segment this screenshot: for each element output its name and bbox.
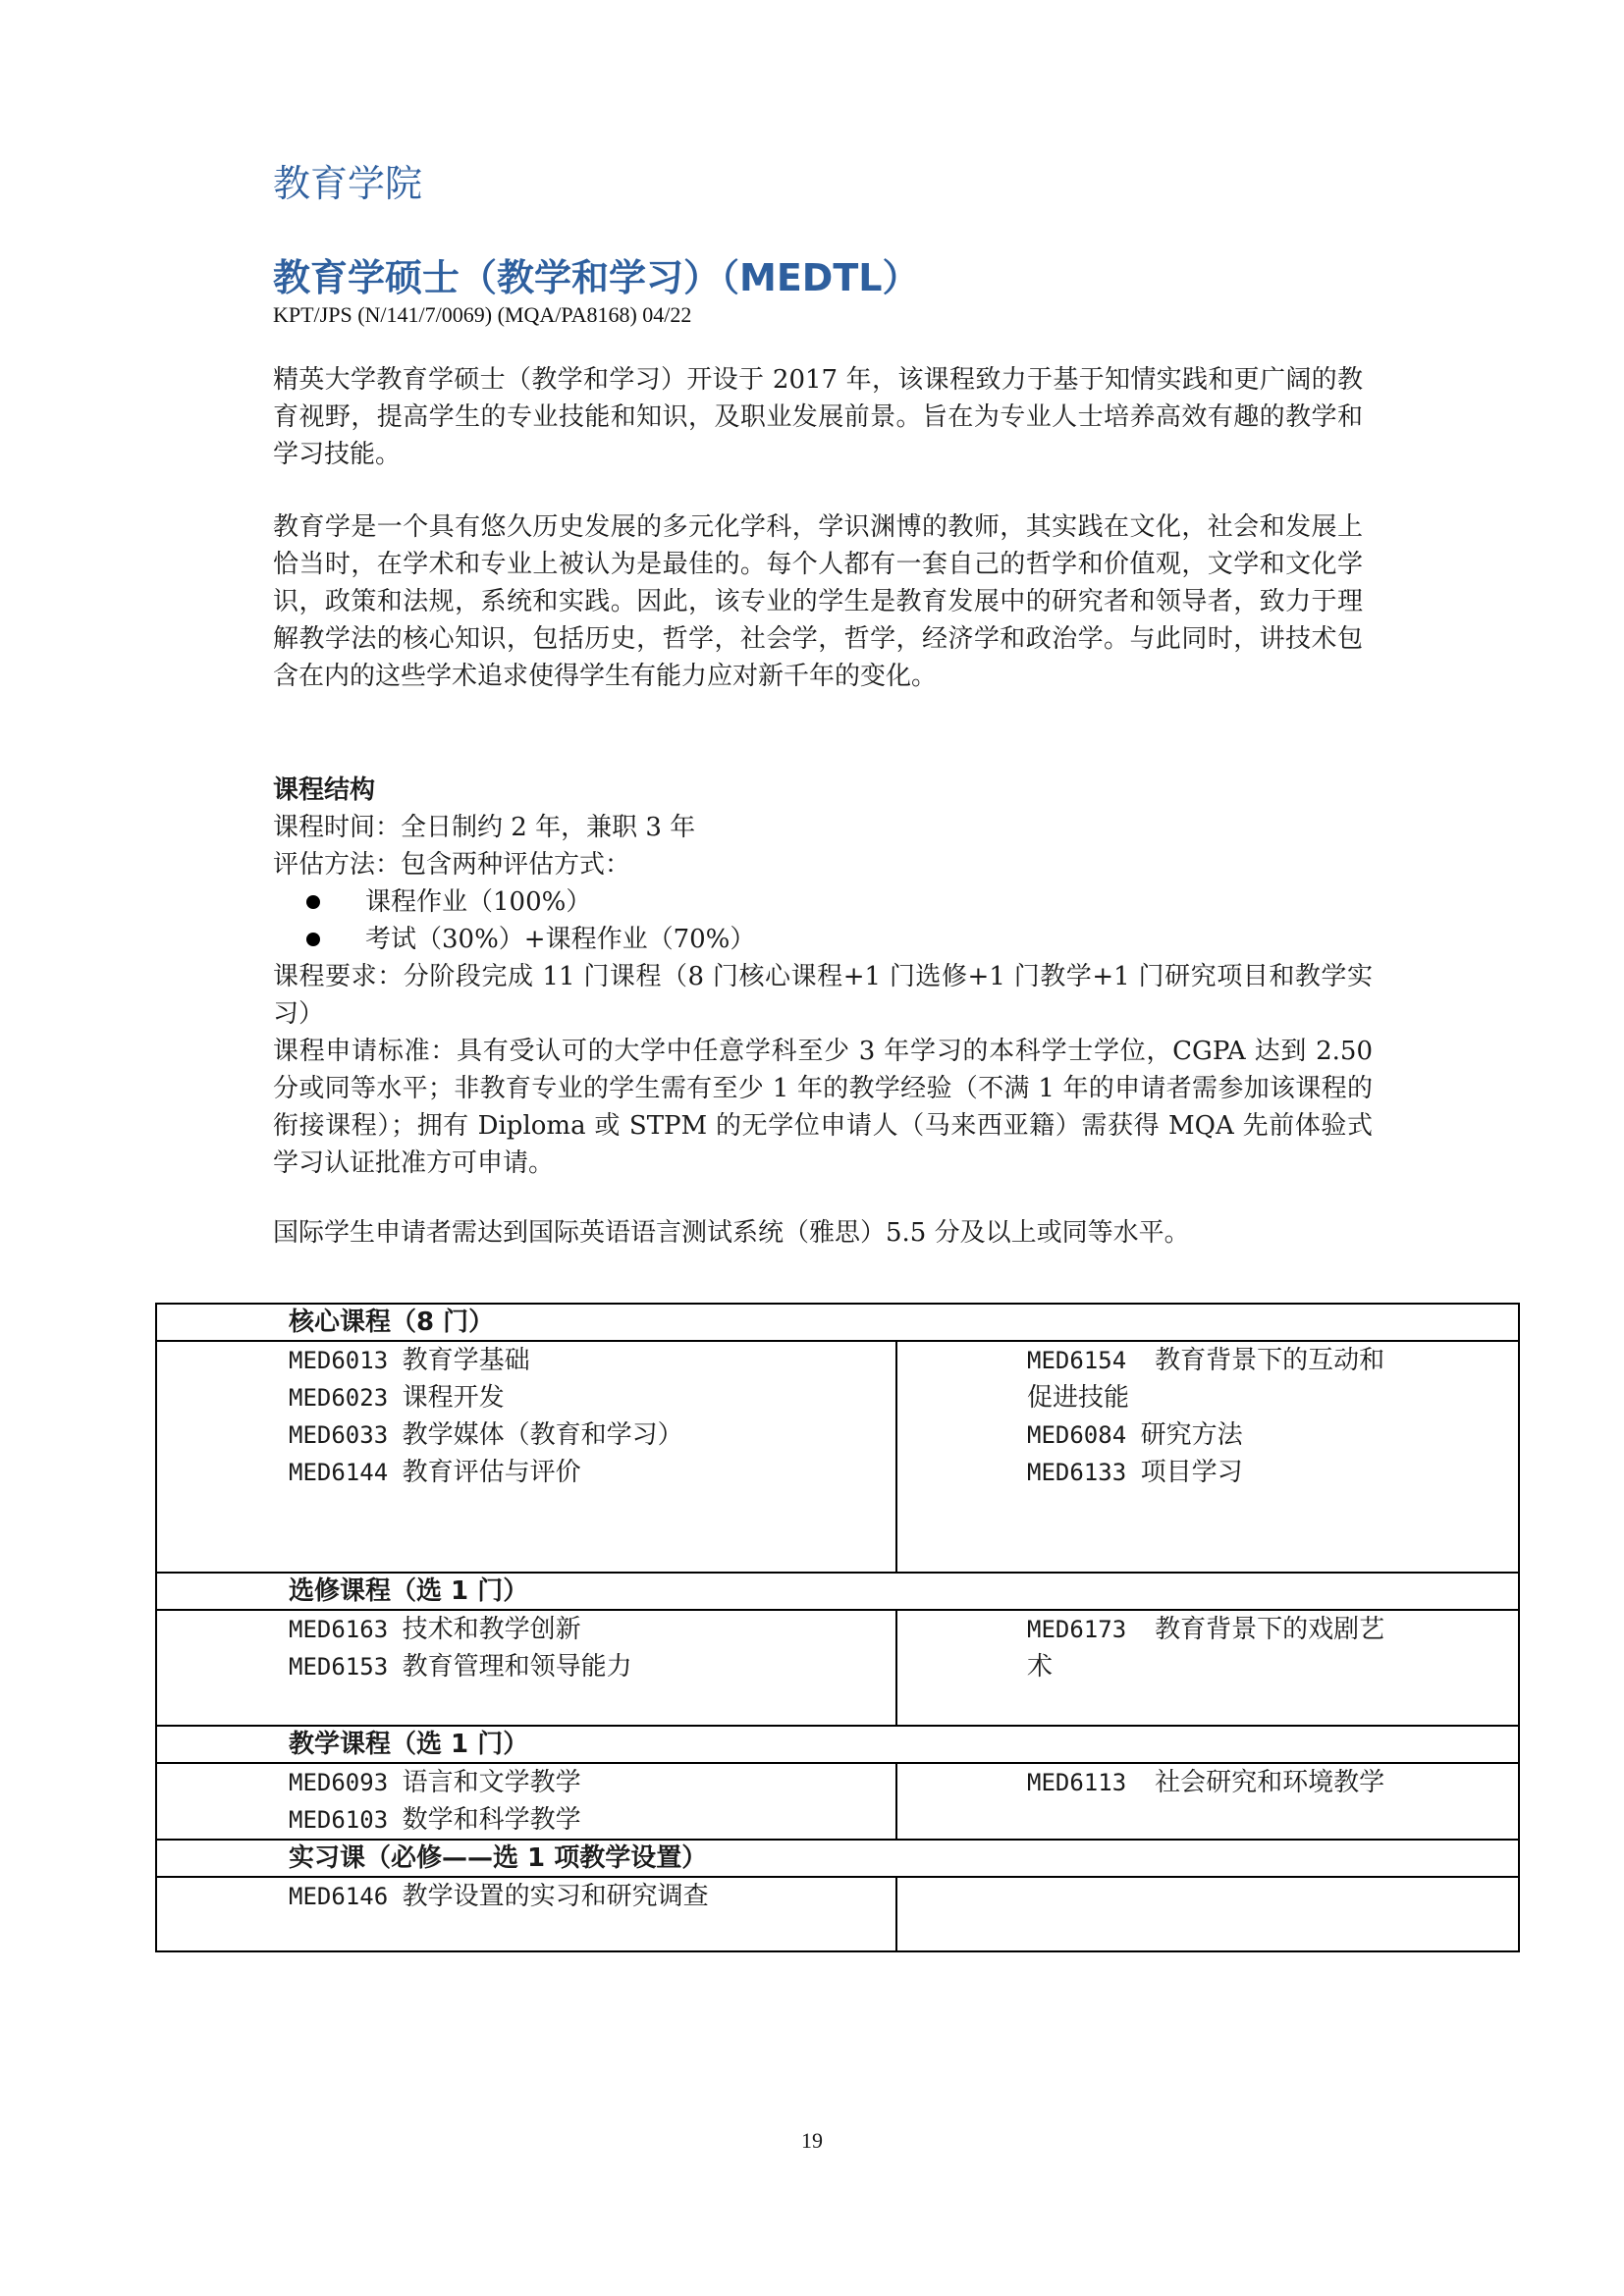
course-item: MED6013 教育学基础 — [289, 1346, 530, 1375]
entry-requirement-text: 课程申请标准：具有受认可的大学中任意学科至少 3 年学习的本科学士学位，CGPA 达到 2.50 分或同等水平；非教育专业的学生需有至少 1 年的教学经验（不满 1 年的申请者需参加该课程的衔接课程）；拥有 Diploma 或 STPM 的无学位申请人（马来西亚籍）需获得 MQA 先前体验式学习认证批准方可申请。 — [273, 1037, 1373, 1178]
practicum-left — [156, 1877, 896, 1951]
faculty-title: 教育学院 — [273, 162, 423, 205]
core-courses-right — [896, 1341, 1519, 1573]
course-item: MED6093 语言和文学教学 — [289, 1768, 581, 1797]
course-item: MED6153 教育管理和领导能力 — [289, 1652, 632, 1682]
program-title: 教育学硕士（教学和学习）（MEDTL） — [273, 256, 920, 299]
assessment-list — [273, 883, 1373, 958]
elective-courses-left — [156, 1610, 896, 1726]
elective-courses-heading: 选修课程（选 1 门） — [156, 1573, 1519, 1610]
course-item: MED6173 教育背景下的戏剧艺术 — [1027, 1615, 1385, 1682]
table-row — [156, 1573, 1519, 1610]
core-courses-heading: 核心课程（8 门） — [156, 1304, 1519, 1341]
list-item — [306, 921, 1373, 958]
elective-courses-right — [896, 1610, 1519, 1726]
course-structure-section — [273, 772, 1373, 1182]
teaching-courses-heading: 教学课程（选 1 门） — [156, 1726, 1519, 1763]
course-item: MED6113 社会研究和环境教学 — [1027, 1768, 1385, 1797]
table-row — [156, 1763, 1519, 1840]
table-row — [156, 1877, 1519, 1951]
course-item: MED6133 项目学习 — [1027, 1458, 1243, 1487]
description-paragraph: 教育学是一个具有悠久历史发展的多元化学科，学识渊博的教师，其实践在文化，社会和发展上恰当时，在学术和专业上被认为是最佳的。每个人都有一套自己的哲学和价值观，文学和文化学识，政策和法规，系统和实践。因此，该专业的学生是教育发展中的研究者和领导者，致力于理解教学法的核心知识，包括历史，哲学，社会学，哲学，经济学和政治学。与此同时，讲技术包含在内的这些学术追求使得学生有能力应对新千年的变化。 — [273, 512, 1363, 691]
course-item: MED6033 教学媒体（教育和学习） — [289, 1420, 683, 1450]
duration-line: 课程时间：全日制约 2 年，兼职 3 年 — [273, 813, 696, 842]
assessment-item-coursework: 课程作业（100%） — [365, 887, 592, 917]
intro-paragraph: 精英大学教育学硕士（教学和学习）开设于 2017 年，该课程致力于基于知情实践和更广阔的教育视野，提高学生的专业技能和知识，及职业发展前景。旨在为专业人士培养高效有趣的教学和学习技能。 — [273, 365, 1363, 469]
course-table — [155, 1303, 1520, 1952]
practicum-heading: 实习课（必修——选 1 项教学设置） — [156, 1840, 1519, 1877]
teaching-courses-right — [896, 1763, 1519, 1840]
program-accreditation-code: KPT/JPS (N/141/7/0069) (MQA/PA8168) 04/22 — [273, 302, 692, 327]
course-item: MED6023 课程开发 — [289, 1383, 505, 1413]
course-item: MED6163 技术和教学创新 — [289, 1615, 581, 1644]
assessment-line: 评估方法：包含两种评估方式： — [273, 850, 631, 880]
international-requirement: 国际学生申请者需达到国际英语语言测试系统（雅思）5.5 分及以上或同等水平。 — [273, 1218, 1190, 1248]
table-row — [156, 1726, 1519, 1763]
table-row — [156, 1304, 1519, 1341]
teaching-courses-left — [156, 1763, 896, 1840]
table-row — [156, 1341, 1519, 1573]
bullet-icon — [306, 933, 320, 946]
page-number: 19 — [801, 2128, 823, 2153]
course-item: MED6144 教育评估与评价 — [289, 1458, 581, 1487]
course-item: MED6146 教学设置的实习和研究调查 — [289, 1882, 709, 1911]
list-item — [306, 883, 1373, 921]
bullet-icon — [306, 895, 320, 909]
practicum-right — [896, 1877, 1519, 1951]
course-item: MED6084 研究方法 — [1027, 1420, 1243, 1450]
table-row — [156, 1840, 1519, 1877]
course-item: MED6103 数学和科学教学 — [289, 1805, 581, 1835]
table-row — [156, 1610, 1519, 1726]
course-item: MED6154 教育背景下的互动和促进技能 — [1027, 1346, 1385, 1413]
requirement-text: 课程要求：分阶段完成 11 门课程（8 门核心课程+1 门选修+1 门教学+1 门研究项目和教学实习） — [273, 962, 1373, 1029]
course-structure-heading: 课程结构 — [273, 775, 376, 805]
assessment-item-exam: 考试（30%）+课程作业（70%） — [365, 925, 756, 954]
core-courses-left — [156, 1341, 896, 1573]
